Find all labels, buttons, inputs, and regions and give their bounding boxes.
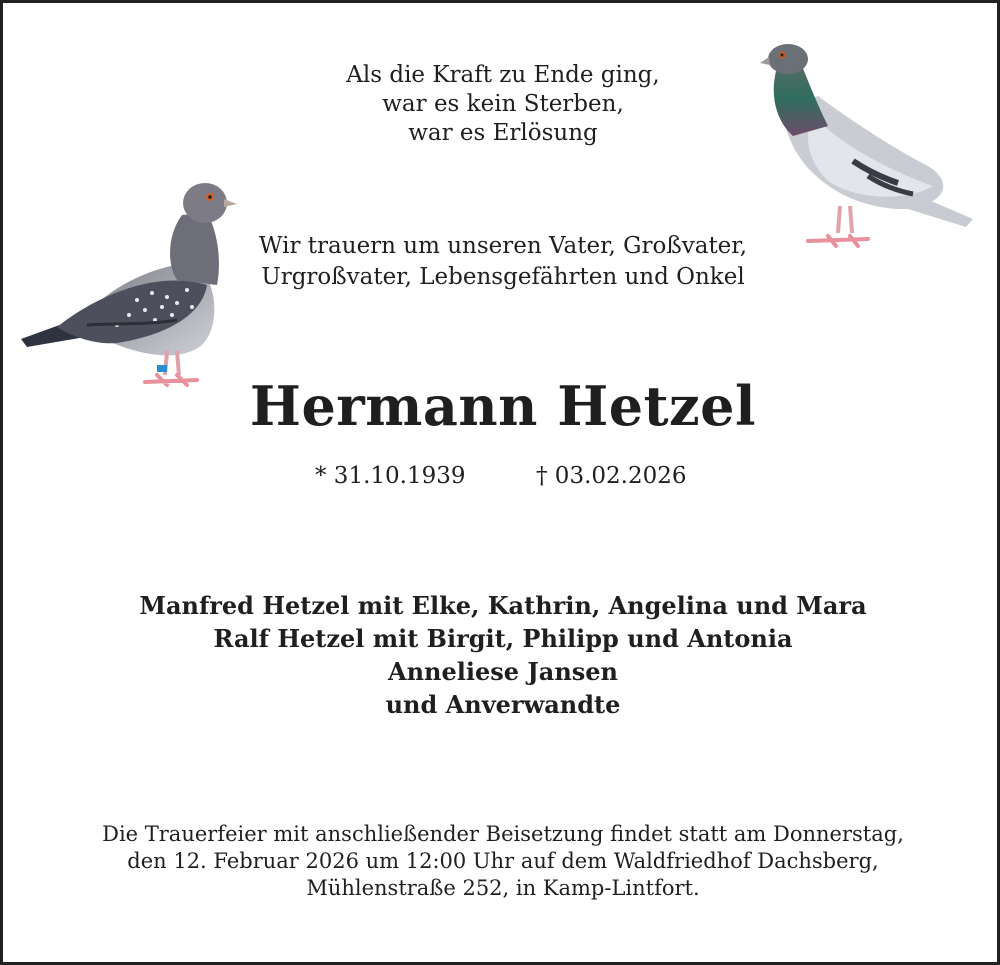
mourning-intro bbox=[3, 231, 1000, 293]
motto-line: Als die Kraft zu Ende ging, bbox=[346, 62, 660, 88]
mourner-line: Anneliese Jansen bbox=[387, 657, 618, 686]
mourner-line: Manfred Hetzel mit Elke, Kathrin, Angelina und Mara bbox=[139, 591, 867, 620]
mourner-line: und Anverwandte bbox=[385, 690, 621, 719]
funeral-line: den 12. Februar 2026 um 12:00 Uhr auf dem Waldfriedhof Dachsberg, bbox=[127, 849, 879, 873]
intro-line: Urgroßvater, Lebensgefährten und Onkel bbox=[261, 264, 745, 290]
intro-line: Wir trauern um unseren Vater, Großvater, bbox=[258, 233, 748, 259]
deceased-name: Hermann Hetzel bbox=[249, 374, 757, 438]
motto-line: war es Erlösung bbox=[408, 120, 598, 146]
funeral-line: Die Trauerfeier mit anschließender Beisetzung findet statt am Donnerstag, bbox=[102, 822, 904, 846]
motto-line: war es kein Sterben, bbox=[382, 91, 624, 117]
mourners-list bbox=[3, 589, 1000, 721]
motto-verse bbox=[3, 61, 1000, 148]
funeral-line: Mühlenstraße 252, in Kamp-Lintfort. bbox=[306, 876, 700, 900]
death-date: † 03.02.2026 bbox=[536, 463, 687, 489]
mourner-line: Ralf Hetzel mit Birgit, Philipp und Antonia bbox=[213, 624, 793, 653]
funeral-details bbox=[3, 821, 1000, 902]
birth-date: * 31.10.1939 bbox=[315, 463, 466, 489]
